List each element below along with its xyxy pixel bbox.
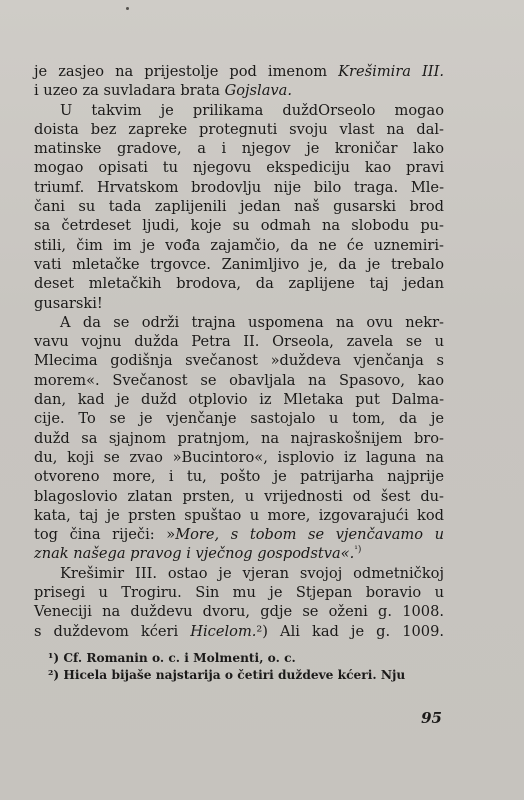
text-line-24: kata, taj je prsten spuštao u more, izgovarajući kod — [34, 506, 444, 524]
footnote-1: ¹) Cf. Romanin o. c. i Molmenti, o. c. — [48, 651, 296, 665]
print-speck — [126, 7, 129, 10]
text-line-10: stili, čim im je vođa zajamčio, da ne će uznemiri- — [34, 236, 444, 254]
text-line-5: matinske gradove, a i njegov je kroničar lako — [34, 140, 444, 158]
footnote-2: ²) Hicela bijaše najstarija o četiri duždeve kćeri. Nju — [48, 668, 406, 682]
text-line-3: U takvim je prilikama duždOrseolo mogao — [60, 101, 444, 119]
text-line-22: otvoreno more, i tu, pošto je patrijarha najprije — [34, 468, 444, 486]
text-line-25: tog čina riječi: »More, s tobom se vjenčavamo u — [34, 526, 445, 544]
text-line-9: sa četrdeset ljudi, koje su odmah na slobodu pu- — [34, 217, 444, 235]
text-line-27: Krešimir III. ostao je vjeran svojoj odmetničkoj — [60, 564, 444, 582]
text-line-12: deset mletačkih brodova, da zaplijene taj jedan — [34, 275, 444, 293]
text-line-19: cije. To se je vjenčanje sastojalo u tom, da je — [34, 410, 444, 428]
text-line-11: vati mletačke trgovce. Zanimljivo je, da je trebalo — [34, 255, 444, 273]
footnotes — [34, 650, 444, 684]
text-line-21: du, koji se zvao »Bucintoro«, isplovio iz laguna na — [34, 448, 444, 466]
text-line-13: gusarski! — [34, 294, 103, 312]
body-text — [34, 62, 444, 641]
text-line-4: doista bez zapreke protegnuti svoju vlast na dal- — [34, 120, 444, 138]
text-line-8: čani su tada zaplijenili jedan naš gusarski brod — [34, 198, 444, 216]
text-line-30: s duždevom kćeri Hicelom.²) Ali kad je g. 1009. — [34, 622, 444, 640]
text-line-20: dužd sa sjajnom pratnjom, na najraskošnijem bro- — [34, 429, 444, 447]
text-line-7: triumf. Hrvatskom brodovlju nije bilo traga. Mle- — [34, 178, 444, 196]
text-line-28: prisegi u Trogiru. Sin mu je Stjepan boravio u — [34, 584, 444, 602]
text-line-1: je zasjeo na prijestolje pod imenom Krešimira III. — [34, 63, 444, 80]
text-line-26: znak našega pravog i vječnog gospodstva«.$^{^1)}$ — [34, 545, 362, 563]
page-number: 95 — [421, 709, 442, 727]
text-line-18: dan, kad je dužd otplovio iz Mletaka put Dalma- — [34, 391, 444, 409]
text-line-16: Mlecima godišnja svečanost »duždeva vjenčanja s — [34, 352, 444, 370]
text-line-17: morem«. Svečanost se obavljala na Spasovo, kao — [34, 371, 444, 389]
text-line-2: i uzeo za suvladara brata Gojslava. — [34, 82, 292, 100]
text-line-29: Veneciji na duždevu dvoru, gdje se oženi g. 1008. — [34, 603, 444, 621]
text-line-23: blagoslovio zlatan prsten, u vrijednosti od šest du- — [34, 487, 444, 505]
text-line-15: vavu vojnu dužda Petra II. Orseola, zavela se u — [34, 333, 444, 351]
text-line-6: mogao opisati tu njegovu ekspediciju kao pravi — [34, 159, 444, 177]
text-line-14: A da se održi trajna uspomena na ovu nekr- — [60, 313, 444, 331]
